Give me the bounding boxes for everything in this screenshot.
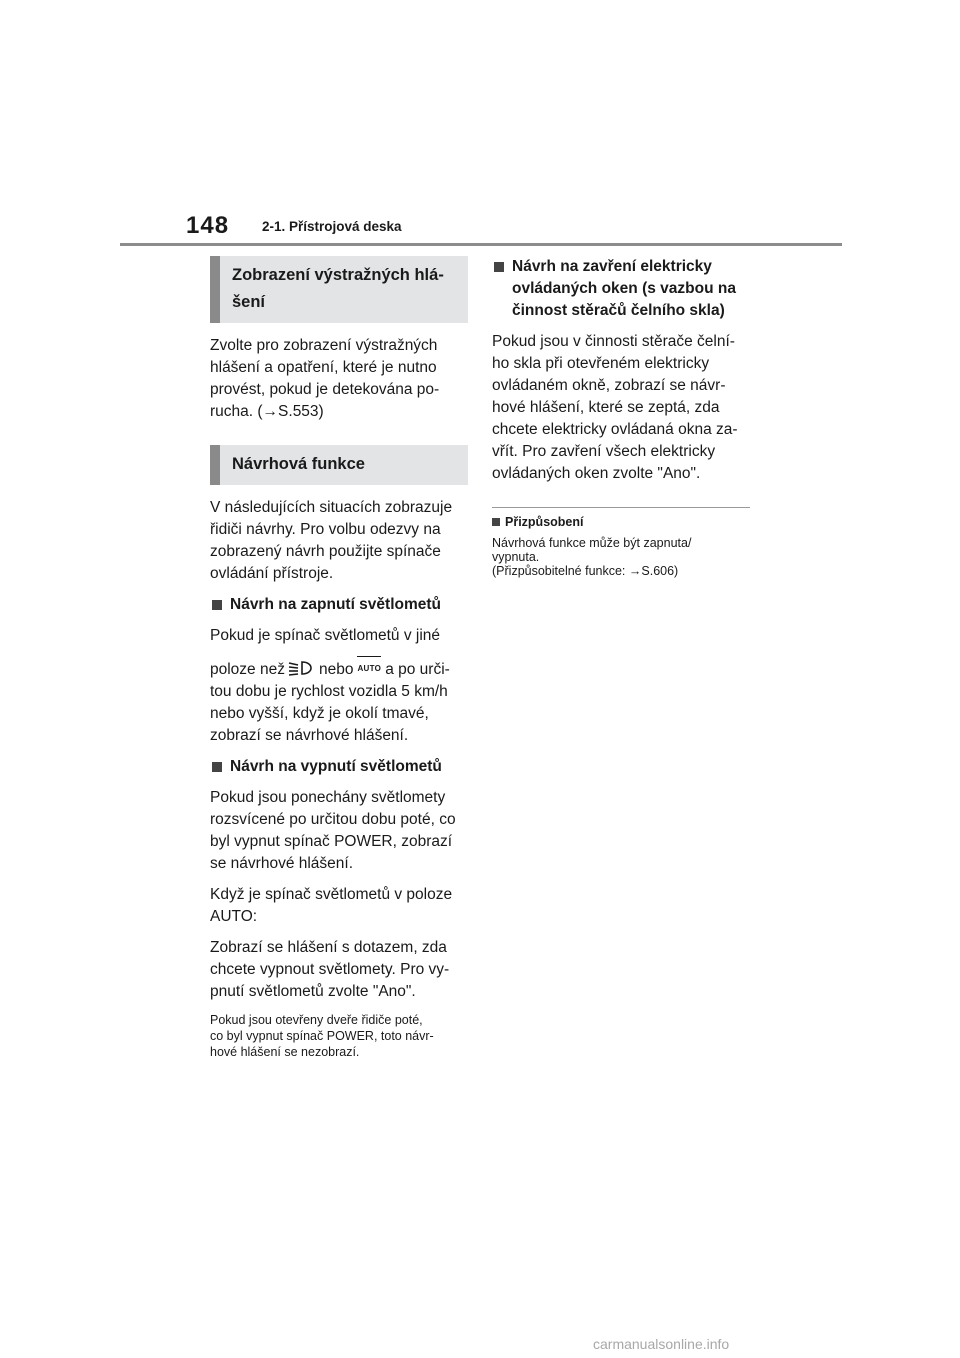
paragraph-auto-prompt xyxy=(210,937,468,1003)
square-bullet-icon xyxy=(494,262,504,272)
page-header xyxy=(0,0,960,250)
page-number: 148 xyxy=(186,212,230,239)
left-column xyxy=(210,256,468,1068)
text-line: ovládaném okně, zobrazí se návr- xyxy=(492,377,726,394)
small-note-driver-door xyxy=(210,1012,468,1060)
text-line: co byl vypnut spínač POWER, toto návr- xyxy=(210,1029,434,1043)
note-divider xyxy=(492,507,750,508)
subheading-headlights-off xyxy=(210,756,468,778)
paragraph-auto-position xyxy=(210,884,468,928)
auto-headlight-icon: AUTO xyxy=(357,656,381,680)
paragraph-warning xyxy=(210,335,468,423)
text-line: se návrhové hlášení. xyxy=(210,855,354,872)
subheading-text xyxy=(512,256,736,322)
note-heading-customization xyxy=(492,514,750,530)
text-line: Návrhová funkce může být zapnuta/ xyxy=(492,536,692,550)
text-line: AUTO: xyxy=(210,908,258,925)
note-heading-text: Přizpůsobení xyxy=(505,515,584,529)
text-line: Zobrazí se hlášení s dotazem, zda xyxy=(210,939,447,956)
text-line: vřít. Pro zavření všech elektricky xyxy=(492,443,716,460)
text-line: rozsvícené po určitou dobu poté, co xyxy=(210,811,456,828)
text-line: vypnuta. xyxy=(492,550,540,564)
heading-suggestion-function xyxy=(210,445,468,485)
paragraph-headlights-on-line1 xyxy=(210,625,468,647)
text-line: zobrazí se návrhové hlášení. xyxy=(210,727,409,744)
page-reference: (Přizpůsobitelné funkce: →S.606) xyxy=(492,564,679,578)
heading-line: Zobrazení výstražných hlá- xyxy=(232,266,444,284)
text-line: řidiči návrhy. Pro volbu odezvy na xyxy=(210,521,441,538)
text-line: ho skla při otevřeném elektricky xyxy=(492,355,710,372)
right-column xyxy=(492,256,750,578)
text-line: zobrazený návrh použijte spínače xyxy=(210,543,441,560)
text-line: Pokud je spínač světlometů v jiné xyxy=(210,627,441,644)
text-line: nebo vyšší, když je okolí tmavé, xyxy=(210,705,429,722)
square-bullet-icon xyxy=(492,518,500,526)
text-line: chcete vypnout světlomety. Pro vy- xyxy=(210,961,450,978)
text-line: Pokud jsou v činnosti stěrače čelní- xyxy=(492,333,735,350)
text-line: Návrh na zavření elektricky xyxy=(512,258,712,275)
header-rule xyxy=(120,243,842,246)
section-title: 2-1. Přístrojová deska xyxy=(262,219,402,234)
heading-warning-messages xyxy=(210,256,468,323)
text-line: tou dobu je rychlost vozidla 5 km/h xyxy=(210,683,448,700)
text-line: provést, pokud je detekována po- xyxy=(210,381,440,398)
page-reference: rucha. (→S.553) xyxy=(210,403,324,420)
text-line: pnutí světlometů zvolte "Ano". xyxy=(210,983,416,1000)
heading-line: šení xyxy=(232,293,266,311)
note-text xyxy=(492,536,750,578)
text-line: chcete elektricky ovládaná okna za- xyxy=(492,421,738,438)
text-line: ovládání přístroje. xyxy=(210,565,334,582)
subheading-text: Návrh na zapnutí světlometů xyxy=(230,596,442,613)
subheading-text: Návrh na vypnutí světlometů xyxy=(230,758,442,775)
text-fragment: nebo xyxy=(318,661,354,678)
text-line: ovládaných oken (s vazbou na xyxy=(512,280,736,297)
text-line: V následujících situacích zobrazuje xyxy=(210,499,453,516)
headlight-low-beam-icon xyxy=(288,660,316,676)
text-line: hové hlášení, které se zeptá, zda xyxy=(492,399,720,416)
text-line: Pokud jsou ponechány světlomety xyxy=(210,789,446,806)
paragraph-close-windows xyxy=(492,331,750,485)
heading-line: Návrhová funkce xyxy=(232,455,365,473)
subheading-headlights-on xyxy=(210,594,468,616)
square-bullet-icon xyxy=(212,600,222,610)
text-line: Pokud jsou otevřeny dveře řidiče poté, xyxy=(210,1013,423,1027)
text-fragment: poloze než xyxy=(210,661,285,678)
subheading-close-windows xyxy=(492,256,750,322)
watermark: carmanualsonline.info xyxy=(593,1336,730,1352)
paragraph-suggestion xyxy=(210,497,468,585)
square-bullet-icon xyxy=(212,762,222,772)
text-line: hové hlášení se nezobrazí. xyxy=(210,1045,360,1059)
text-line: hlášení a opatření, které je nutno xyxy=(210,359,437,376)
text-line: byl vypnut spínač POWER, zobrazí xyxy=(210,833,453,850)
text-line: ovládaných oken zvolte "Ano". xyxy=(492,465,701,482)
text-line: Zvolte pro zobrazení výstražných xyxy=(210,337,438,354)
text-line: Když je spínač světlometů v poloze xyxy=(210,886,453,903)
text-line: činnost stěračů čelního skla) xyxy=(512,302,725,319)
text-fragment: a po urči- xyxy=(385,661,450,678)
paragraph-headlights-off xyxy=(210,787,468,875)
paragraph-headlights-on xyxy=(210,656,468,747)
